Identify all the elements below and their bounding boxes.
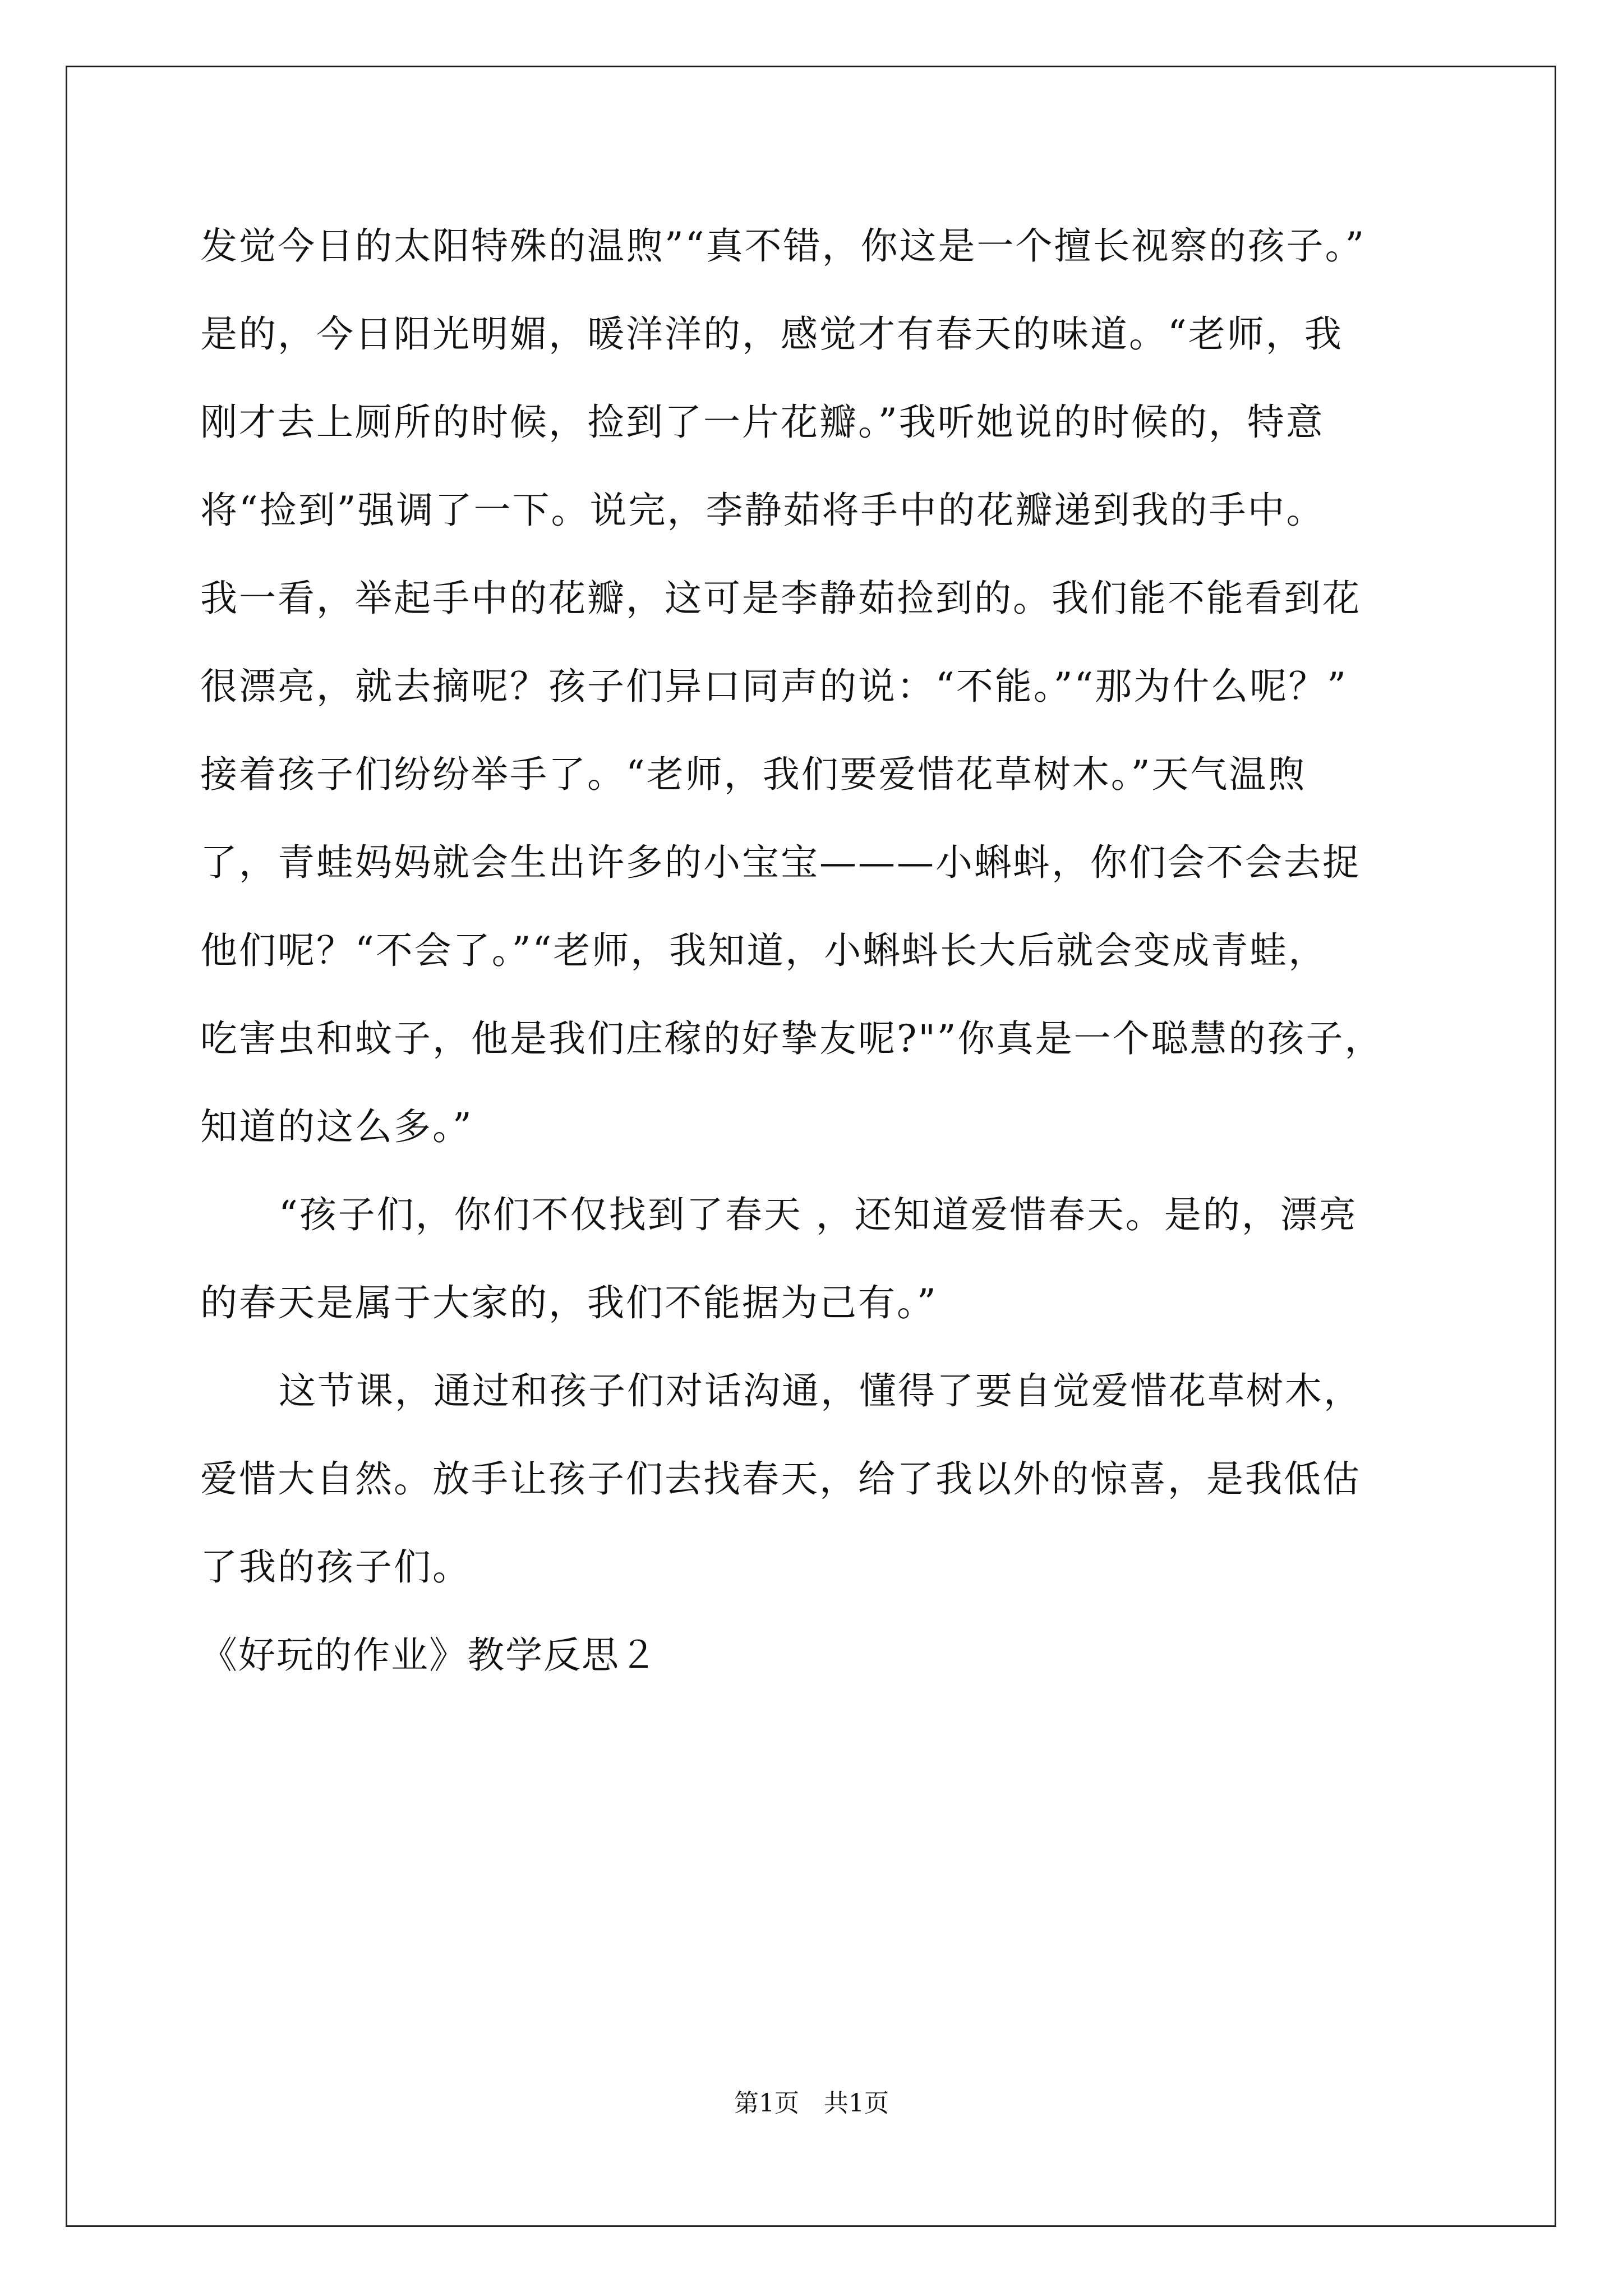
paragraph-line: 这节课，通过和孩子们对话沟通，懂得了要自觉爱惜花草树木， [279,1369,1362,1412]
paragraph-line: 爱惜大自然。放手让孩子们去找春天，给了我以外的惊喜，是我低估 [200,1457,1361,1501]
paragraph-line: 的春天是属于大家的，我们不能据为己有。” [200,1281,938,1324]
paragraph-line: 接着孩子们纷纷举手了。“老师，我们要爱惜花草树木。”天气温煦 [200,753,1307,796]
paragraph-line: 将“捡到”强调了一下。说完，李静茹将手中的花瓣递到我的手中。 [200,489,1325,532]
paragraph-line: 很漂亮，就去摘呢？孩子们异口同声的说：“不能。”“那为什么呢？” [200,665,1348,708]
section-heading: 《好玩的作业》教学反思２ [200,1634,658,1677]
paragraph-line: 了，青蛙妈妈就会生出许多的小宝宝———小蝌蚪，你们会不会去捉 [200,841,1361,884]
paragraph-line: 了我的孩子们。 [200,1545,471,1589]
paragraph-line: 刚才去上厕所的时候，捡到了一片花瓣。”我听她说的时候的，特意 [200,401,1325,444]
document-body [200,202,1456,1699]
paragraph-line: 发觉今日的太阳特殊的温煦”“真不错，你这是一个擅长视察的孩子。” [200,224,1366,268]
paragraph-line: “孩子们，你们不仅找到了春天 ，还知道爱惜春天。是的，漂亮 [279,1193,1358,1236]
paragraph-line: 我一看，举起手中的花瓣，这可是李静茹捡到的。我们能不能看到花 [200,577,1361,620]
paragraph-line: 知道的这么多。” [200,1105,473,1148]
paragraph-line: 他们呢？“不会了。”“老师，我知道，小蝌蚪长大后就会变成青蛙， [200,929,1327,972]
page-footer: 第1页 共1页 [734,2089,889,2118]
paragraph-line: 吃害虫和蚊子，他是我们庄稼的好挚友呢?"”你真是一个聪慧的孩子， [200,1017,1384,1060]
paragraph-line: 是的，今日阳光明媚，暖洋洋的，感觉才有春天的味道。“老师，我 [200,312,1343,356]
